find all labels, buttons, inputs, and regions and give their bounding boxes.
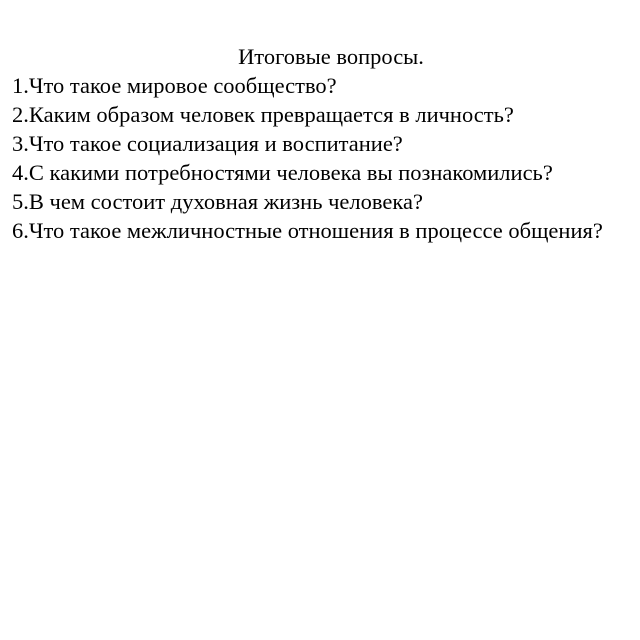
question-5: 5.В чем состоит духовная жизнь человека? <box>12 189 423 214</box>
document-title: Итоговые вопросы. <box>238 44 424 69</box>
question-1: 1.Что такое мировое сообщество? <box>12 73 337 98</box>
question-3: 3.Что такое социализация и воспитание? <box>12 131 403 156</box>
question-2: 2.Каким образом человек превращается в личность? <box>12 102 514 127</box>
questions-list <box>12 71 634 245</box>
question-6: 6.Что такое межличностные отношения в процессе общения? <box>12 218 603 243</box>
question-4: 4.С какими потребностями человека вы познакомились? <box>12 160 553 185</box>
